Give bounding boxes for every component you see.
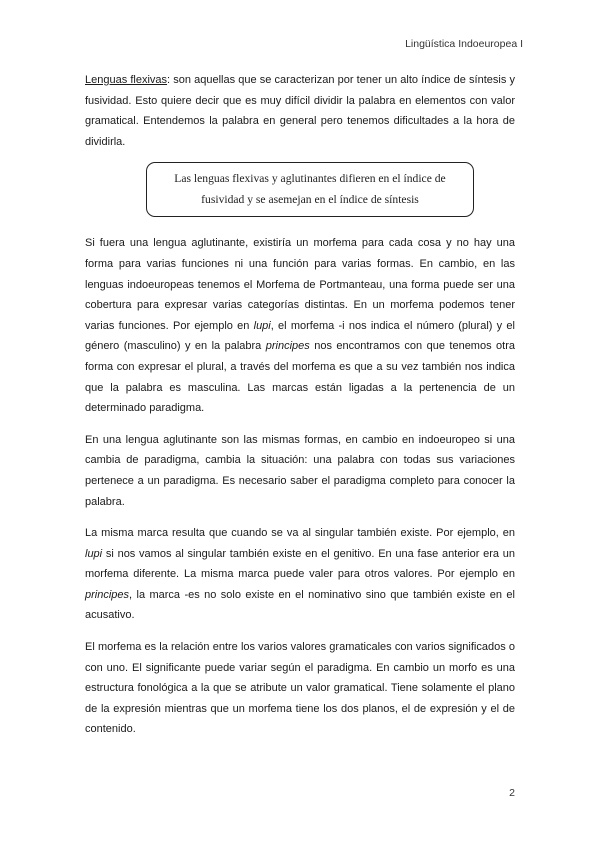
- example-word: lupi: [85, 547, 103, 560]
- page-number: 2: [509, 787, 515, 799]
- definition-text: : son aquellas que se caracterizan por tener un alto índice de síntesis y fusividad. Esto quiere decir que es muy difícil dividir la palabra en elementos con valor gramatical. Entendemos la palabra en general pero tenemos dificultades a la hora de dividirla.: [85, 74, 515, 148]
- example-word: principes: [265, 340, 310, 353]
- paragraph-misma-marca: [85, 523, 515, 626]
- term-lenguas-flexivas: Lenguas flexivas: [85, 74, 168, 86]
- paragraph-definition: [85, 70, 515, 152]
- callout-box: [146, 162, 474, 217]
- example-word: principes: [85, 588, 130, 601]
- text-run: Si fuera una lengua aglutinante, existiría un morfema para cada cosa y no hay una forma para varias funciones ni una función para varias formas. En cambio, en las lenguas indoeuropeas tenemos el Morfema de Portmanteau, una forma puede ser una cobertura para expresar varias categorías distintas. En un morfema podemos tener varias funciones. Por ejemplo en: [85, 237, 515, 332]
- text-run: nos encontramos con que tenemos otra forma con expresar el plural, a través del morfema es que a su vez también nos indica que la palabra es masculina. Las marcas están ligadas a la pertenencia de un determinado paradigma.: [85, 340, 515, 415]
- paragraph-morfema: El morfema es la relación entre los varios valores gramaticales con varios significados o con uno. El significante puede variar según el paradigma. En cambio un morfo es una estructura fonológica a la que se atribute un valor gramatical. Tiene solamente el plano de la expresión mientras que un morfema tiene los dos planos, el de expresión y el de contenido.: [85, 641, 515, 736]
- running-header: Lingüística Indoeuropea I: [405, 38, 523, 50]
- paragraph-paradigma: En una lengua aglutinante son las mismas formas, en cambio en indoeuropeo si una cambia de paradigma, cambia la situación: una palabra con todas sus variaciones pertenece a un paradigma. Es necesario saber el paradigma completo para conocer la palabra.: [85, 433, 515, 508]
- paragraph-portmanteau: [85, 233, 515, 418]
- text-run: si nos vamos al singular también existe en el genitivo. En una fase anterior era un morfema diferente. La misma marca puede valer para otros valores. Por ejemplo en: [85, 547, 515, 581]
- text-run: , el morfema -i nos indica el número (plural) y el género (masculino) y en la palabra: [85, 319, 515, 353]
- page-body: [85, 70, 515, 751]
- example-word: lupi: [253, 319, 271, 332]
- callout-text: Las lenguas flexivas y aglutinantes difieren en el índice de fusividad y se asemejan en el índice de síntesis: [174, 172, 446, 207]
- text-run: , la marca -es no solo existe en el nominativo sino que también existe en el acusativo.: [85, 588, 515, 622]
- text-run: La misma marca resulta que cuando se va al singular también existe. Por ejemplo, en: [85, 527, 515, 540]
